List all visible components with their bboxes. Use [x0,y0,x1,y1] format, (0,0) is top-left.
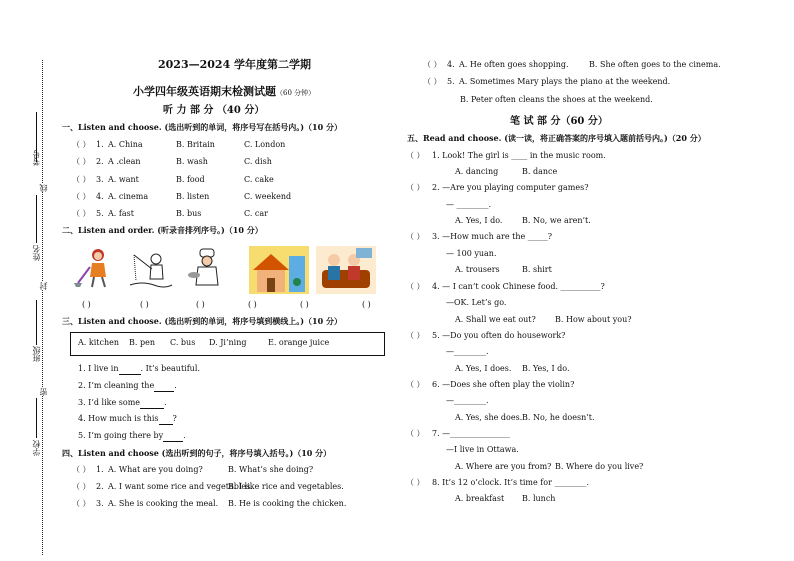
s5-heading: 五、Read and choose. (读一读，将正确答案的序号填入题前括号内。)（20 分） [407,133,706,143]
s3-item-text: 5. I’m going there by [78,431,164,440]
s1-option-c: C. London [244,140,286,149]
s3-item-end: ? [172,414,177,423]
s2-answer-paren: ( ) [82,300,91,309]
s5-option-b: B. dance [522,167,558,176]
cook-icon [184,245,230,291]
s5-question: 6. —Does she often play the violin? [432,380,575,389]
s5-question: 3. —How much are the _____? [432,232,553,241]
margin-blank-2 [36,195,37,243]
s1-num: 1. [96,140,104,149]
s4-num: 4. [447,60,455,69]
s5-option-b: B. Where do you live? [555,462,644,471]
exam-title-year: 2023—2024 学年度第二学期 [158,58,312,71]
s5-option-a: A. Shall we eat out? [455,315,536,324]
s4-option-a: A. I want some rice and vegetables. [108,482,253,491]
s4-option-a: A. He often goes shopping. [459,60,569,69]
written-heading: 笔 试 部 分（60 分） [510,116,608,127]
s1-option-a: A. want [108,175,139,184]
binding-line [42,60,43,555]
margin-label-feng: 封 [39,282,48,290]
s4-num: 1. [96,465,104,474]
s4-num: 5. [447,77,455,86]
s5-option-b: B. Yes, I do. [522,364,570,373]
s5-option-b: B. lunch [522,494,556,503]
s3-answer-blank[interactable] [154,381,174,392]
s3-item [78,398,167,409]
s3-option: B. pen [129,338,155,347]
s5-option-a: A. trousers [455,265,500,274]
s2-heading: 二、Listen and order. (听录音排列序号。)（10 分） [62,225,263,235]
margin-label-xian: 线 [39,184,48,192]
s3-answer-blank[interactable] [163,431,183,442]
s5-option-a: A. dancing [455,167,499,176]
s1-paren: （ ） [72,140,91,149]
s1-num: 3. [96,175,104,184]
s5-question: 5. —Do you often do housework? [432,331,566,340]
s1-heading: 一、Listen and choose. (选出听到的单词，将序号写在括号内。)（10 分） [62,122,342,132]
s5-response: —________. [446,347,489,356]
s5-response: —________. [446,396,489,405]
s5-option-a: A. Yes, she does. [455,413,523,422]
s1-num: 5. [96,209,104,218]
s5-option-b: B. shirt [522,265,552,274]
s5-paren: （ ） [406,331,425,340]
s3-option: C. bus [170,338,196,347]
s1-option-b: B. listen [176,192,210,201]
s2-answer-paren: ( ) [196,300,205,309]
s1-option-b: B. Britain [176,140,215,149]
s5-option-b: B. How about you? [555,315,632,324]
s1-option-c: C. weekend [244,192,292,201]
s1-option-b: B. wash [176,157,208,166]
s3-item-text: 1. I live in [78,364,119,373]
margin-label-exam-no: 考号 [32,150,41,166]
s3-item [78,431,186,442]
house-icon [249,246,309,294]
s4-option-b: B. She often goes to the cinema. [589,60,721,69]
s5-response: —I live in Ottawa. [446,445,519,454]
s4-num: 2. [96,482,104,491]
s5-paren: （ ） [406,151,425,160]
s4-heading: 四、Listen and choose (选出听到的句子，将序号填入括号。)（10 分） [62,448,332,458]
s5-question: 4. — I can’t cook Chinese food. __________? [432,282,605,291]
s4-paren: （ ） [423,77,442,86]
s1-option-c: C. cake [244,175,274,184]
man-fishing-icon [128,245,174,291]
s5-response: —OK. Let’s go. [446,298,507,307]
margin-blank-3 [36,300,37,345]
s1-option-a: A .clean [108,157,141,166]
s5-option-b: B. No, we aren’t. [522,216,591,225]
s5-option-a: A. Where are you from? [455,462,552,471]
s5-question: 8. It’s 12 o’clock. It’s time for ________. [432,478,589,487]
s1-option-a: A. China [108,140,143,149]
s2-answer-paren: ( ) [300,300,309,309]
s3-item-end: . [183,431,186,440]
s5-paren: （ ） [406,478,425,487]
s4-num: 3. [96,499,104,508]
s4-paren: （ ） [72,482,91,491]
s3-option: E. orange juice [268,338,330,347]
s4-paren: （ ） [72,499,91,508]
s1-option-a: A. cinema [108,192,149,201]
s1-paren: （ ） [72,192,91,201]
s2-answer-paren: ( ) [362,300,371,309]
s1-paren: （ ） [72,209,91,218]
s1-paren: （ ） [72,157,91,166]
s4-paren: （ ） [423,60,442,69]
margin-label-class: 班级 [32,346,41,362]
s3-answer-blank[interactable] [140,398,164,409]
s5-paren: （ ） [406,232,425,241]
s1-num: 4. [96,192,104,201]
s4-option-a: A. She is cooking the meal. [108,499,219,508]
s4-option-a: A. Sometimes Mary plays the piano at the weekend. [459,77,671,86]
s3-item [78,381,177,392]
s5-question: 1. Look! The girl is ____ in the music room. [432,151,606,160]
s3-option: D. Ji’ning [209,338,247,347]
s5-question: 2. —Are you playing computer games? [432,183,589,192]
listening-heading: 听 力 部 分 （40 分） [163,105,265,116]
s4-option-b: B. He is cooking the chicken. [228,499,347,508]
s4-option-a: A. What are you doing? [108,465,203,474]
s5-paren: （ ） [406,380,425,389]
s3-item-text: 4. How much is this [78,414,159,423]
s1-option-b: B. bus [176,209,202,218]
s5-option-a: A. Yes, I does. [455,364,512,373]
s3-item-text: 3. I’d like some [78,398,141,407]
s5-paren: （ ） [406,183,425,192]
s5-option-a: A. breakfast [455,494,505,503]
s4-paren: （ ） [72,465,91,474]
s1-option-c: C. dish [244,157,272,166]
s5-response: — 100 yuan. [446,249,497,258]
s2-answer-paren: ( ) [140,300,149,309]
s3-item-text: 2. I’m cleaning the [78,381,155,390]
girl-cleaning-icon [72,245,118,291]
s3-item [78,364,200,375]
s3-answer-blank[interactable] [119,364,141,375]
s1-paren: （ ） [72,175,91,184]
s3-item [78,414,177,425]
s1-option-b: B. food [176,175,205,184]
s5-question: 7. —_______________ [432,429,511,438]
s1-num: 2. [96,157,104,166]
s2-answer-paren: ( ) [248,300,257,309]
s1-option-a: A. fast [108,209,134,218]
s3-heading: 三、Listen and choose. (选出听到的单词，将序号填到横线上。)（10 分） [62,316,342,326]
s1-option-c: C. car [244,209,268,218]
exam-title-text: 小学四年级英语期末检测试题 [133,85,276,98]
s5-option-b: B. No, he doesn’t. [522,413,595,422]
exam-duration: （60 分钟） [276,89,316,97]
margin-blank-4 [36,398,37,438]
s3-option: A. kitchen [78,338,120,347]
margin-blank-1 [36,112,37,162]
s4-option-b: B. Peter often cleans the shoes at the weekend. [460,95,653,104]
s3-answer-blank[interactable] [159,414,173,425]
s3-item-end: . [164,398,167,407]
s5-paren: （ ） [406,282,425,291]
s3-item-end: . It’s beautiful. [140,364,200,373]
s3-item-end: . [174,381,177,390]
s4-option-b: B. I like rice and vegetables. [228,482,344,491]
margin-label-mi: 密 [39,388,48,396]
family-sofa-icon [316,246,376,294]
s4-option-b: B. What’s she doing? [228,465,314,474]
margin-label-school: 学校 [32,440,41,456]
s5-paren: （ ） [406,429,425,438]
s5-option-a: A. Yes, I do. [455,216,503,225]
margin-label-name: 姓名 [32,245,41,261]
exam-title [133,80,315,99]
s5-response: — ________. [446,200,492,209]
